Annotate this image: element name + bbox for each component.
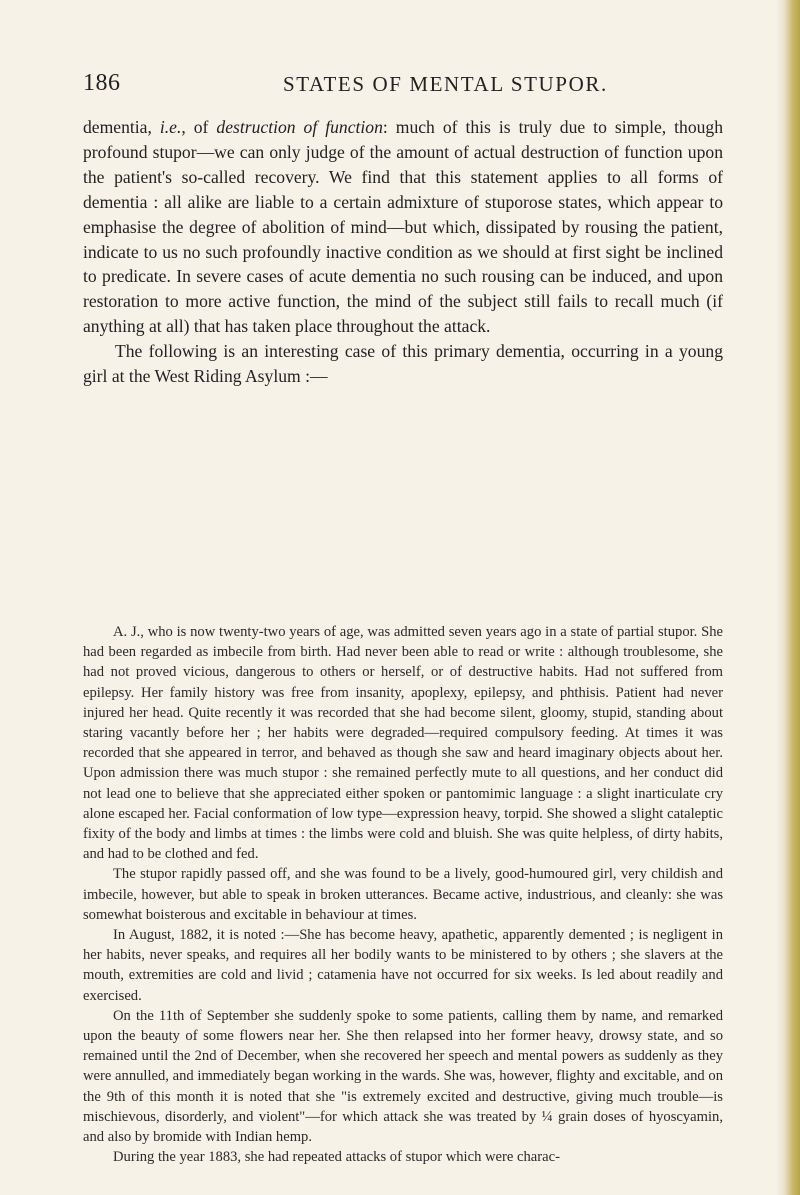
main-text [83,115,723,389]
case-paragraph-3: In August, 1882, it is noted :—She has become heavy, apathetic, apparently demented ; is negligent in her habits, never speaks, and requires all her bodily wants to be ministered to by others ; she slavers at the mouth, extremities are cold and livid ; catamenia have not occurred for six weeks. Is led about readily and exercised. [83,927,723,1004]
italic-phrase: destruction of function [216,117,383,137]
case-paragraph-5: During the year 1883, she had repeated attacks of stupor which were charac- [113,1149,560,1166]
page-header [83,70,723,100]
case-report [83,622,723,1167]
running-head: STATES OF MENTAL STUPOR. [283,72,608,96]
main-paragraph-2: The following is an interesting case of this primary dementia, occurring in a young girl at the West Riding Asylum :— [83,341,723,387]
main-paragraph-1-start: dementia, [83,117,160,137]
case-paragraph-4: On the 11th of September she suddenly spoke to some patients, calling them by name, and remarked upon the beauty of some flowers near her. She then relapsed into her former heavy, drowsy state, and so remained until the 2nd of December, when she recovered her speech and mental powers as suddenly as they were annulled, and immediately began working in the wards. She was, however, flighty and excitable, and on the 9th of this month it is noted that she "is extremely excited and destructive, giving much trouble—is mischievous, disorderly, and violent"—for which attack she was treated by ¼ grain doses of hyoscyamin, and also by bromide with Indian hemp. [83,1007,723,1146]
case-paragraph-2: The stupor rapidly passed off, and she was found to be a lively, good-humoured girl, very childish and imbecile, however, but able to speak in broken utterances. Became active, industrious, and cleanly: she was somewhat boisterous and excitable in behaviour at times. [83,866,723,923]
ie-abbreviation: i.e. [159,117,182,137]
case-paragraph-1: A. J., who is now twenty-two years of age, was admitted seven years ago in a state of partial stupor. She had been regarded as imbecile from birth. Had never been able to read or write : although troublesome, she had not proved vicious, dangerous to others or herself, or of destructive habits. Had not suffered from epilepsy. Her family history was free from insanity, apoplexy, epilepsy, and phthisis. Patient had never injured her head. Quite recently it was recorded that she had become silent, gloomy, stupid, standing about staring vacantly before her ; her habits were degraded—required compulsory feeding. At times it was recorded that she appeared in terror, and behaved as though she saw and heard imaginary objects about her. Upon admission there was much stupor : she remained perfectly mute to all questions, and her conduct did not lead one to believe that she appreciated either spoken or pantomimic language : a slight inarticulate cry alone escaped her. Facial conformation of low type—expression heavy, torpid. She showed a slight cataleptic fixity of the body and limbs at times : the limbs were cold and bluish. She was quite helpless, of dirty habits, and had to be clothed and fed. [83,624,723,863]
page-number: 186 [83,70,121,96]
page-binding-edge [776,0,800,1195]
main-paragraph-1-joiner: , of [181,117,217,137]
main-paragraph-1-rest: : much of this is truly due to simple, though profound stupor—we can only judge of the amount of actual destruction of function upon the patient's so-called recovery. We find that this statement applies to all forms of dementia : all alike are liable to a certain admixture of stuporose states, which appear to emphasise the degree of abolition of mind—but which, dissipated by rousing the patient, indicate to us no such profoundly inactive condition as we should at first sight be inclined to predicate. In severe cases of acute dementia no such rousing can be induced, and upon restoration to more active function, the mind of the subject still fails to recall much (if anything at all) that has taken place throughout the attack. [83,117,724,337]
main-paragraph-1 [83,115,723,339]
